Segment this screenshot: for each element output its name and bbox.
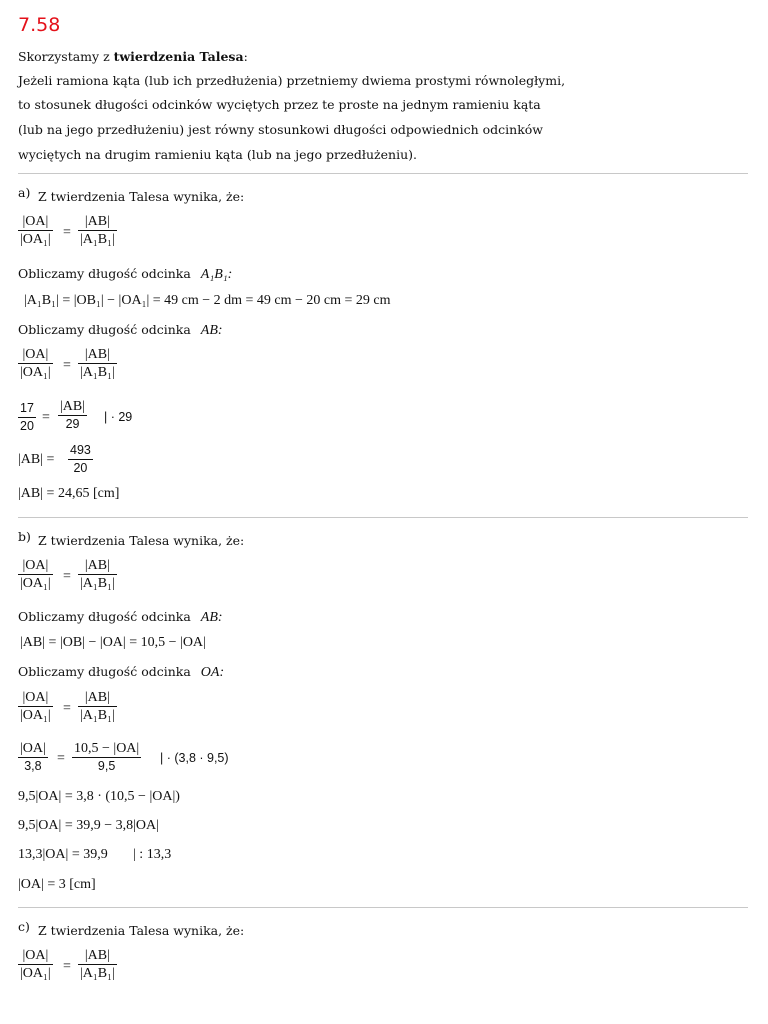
numerator: |OA|: [22, 690, 49, 705]
numerator: |OA|: [22, 558, 49, 573]
ab-lhs: |AB| =: [18, 452, 55, 467]
denominator: |A₁B₁|: [80, 232, 115, 247]
part-b-thales-intro: Z twierdzenia Talesa wynika, że:: [38, 533, 245, 548]
divider: [18, 517, 748, 518]
numerator: 493: [70, 443, 91, 457]
numerator: |OA|: [22, 214, 49, 229]
numerator: |OA|: [22, 347, 49, 362]
equals-sign: =: [63, 701, 71, 716]
fraction-10-5-minus-oa: [72, 740, 141, 775]
numerator: |AB|: [84, 214, 110, 229]
numerator: |AB|: [84, 690, 110, 705]
compute-heading: [18, 323, 223, 338]
step-line-1: 9,5|OA| = 3,8 · (10,5 − |OA|): [18, 789, 180, 804]
denominator: |OA₁|: [20, 365, 51, 380]
intro-lead-bold: twierdzenia Talesa: [113, 49, 244, 64]
denominator: |OA₁|: [20, 966, 51, 981]
compute-prefix: Obliczamy długość odcinka: [18, 664, 191, 679]
denominator: 20: [73, 461, 88, 475]
numerator: |AB|: [84, 558, 110, 573]
divider: [18, 173, 748, 174]
fraction-ab-a1b1: [78, 346, 117, 381]
fraction-oa-oa1: [18, 947, 53, 982]
part-c-label: c): [18, 919, 30, 934]
numerator: 10,5 − |OA|: [74, 741, 140, 756]
numerator: 17: [20, 401, 34, 415]
intro-lead-after: :: [243, 49, 248, 64]
compute-heading: [18, 610, 223, 625]
equals-sign: =: [63, 569, 71, 584]
intro-line-1: Jeżeli ramiona kąta (lub ich przedłużenia) przetniemy dwiema prostymi równoległymi,: [18, 73, 566, 88]
part-b-label: b): [18, 529, 31, 544]
denominator: 29: [65, 417, 80, 431]
intro-line-4: wyciętych na drugim ramieniu kąta (lub na jego przedłużeniu).: [18, 147, 417, 162]
fraction-oa-oa1: [18, 557, 53, 592]
compute-heading: [18, 665, 224, 680]
step-line-2: 9,5|OA| = 39,9 − 3,8|OA|: [18, 818, 159, 833]
numerator: |AB|: [84, 948, 110, 963]
fraction-17-20: [18, 400, 36, 435]
part-b-result: |OA| = 3 [cm]: [18, 877, 96, 892]
denominator: |OA₁|: [20, 576, 51, 591]
equals-sign: =: [42, 410, 50, 425]
operation-note: | · (3,8 · 9,5): [160, 751, 229, 765]
fraction-493-20: [68, 442, 93, 477]
step-line-3: 13,3|OA| = 39,9: [18, 847, 108, 862]
segment-name: OA:: [200, 665, 225, 680]
denominator: |OA₁|: [20, 232, 51, 247]
segment-name: A₁B₁:: [200, 267, 233, 282]
compute-prefix: Obliczamy długość odcinka: [18, 266, 191, 281]
segment-name: AB:: [200, 323, 223, 338]
denominator: 3,8: [24, 759, 42, 773]
denominator: |A₁B₁|: [80, 966, 115, 981]
intro-lead-before: Skorzystamy z: [18, 49, 114, 64]
equals-sign: =: [63, 225, 71, 240]
denominator: 9,5: [97, 759, 116, 773]
denominator: |A₁B₁|: [80, 365, 115, 380]
numerator: |OA|: [22, 948, 49, 963]
numerator: |AB|: [60, 399, 86, 414]
numerator: |OA|: [20, 741, 46, 756]
fraction-oa-oa1: [18, 346, 53, 381]
equation-a1b1: |A₁B₁| = |OB₁| − |OA₁| = 49 cm − 2 dm = 49 cm − 20 cm = 29 cm: [24, 293, 391, 308]
part-c-thales-intro: Z twierdzenia Talesa wynika, że:: [38, 923, 245, 938]
equals-sign: =: [63, 358, 71, 373]
part-a-result: |AB| = 24,65 [cm]: [18, 486, 120, 501]
intro-line-2: to stosunek długości odcinków wyciętych przez te proste na jednym ramieniu kąta: [18, 97, 541, 112]
denominator: |A₁B₁|: [80, 576, 115, 591]
page-title: 7.58: [18, 14, 61, 36]
compute-heading: [18, 267, 232, 282]
denominator: |A₁B₁|: [80, 708, 115, 723]
part-a-thales-intro: Z twierdzenia Talesa wynika, że:: [38, 189, 245, 204]
fraction-oa-3-8: [18, 740, 48, 775]
denominator: |OA₁|: [20, 708, 51, 723]
equation-ab: |AB| = |OB| − |OA| = 10,5 − |OA|: [20, 635, 206, 650]
fraction-oa-oa1: [18, 689, 53, 724]
denominator: 20: [20, 419, 34, 433]
intro-lead: [18, 50, 248, 64]
operation-note: | : 13,3: [133, 847, 172, 862]
divider: [18, 907, 748, 908]
fraction-oa-oa1: [18, 213, 53, 248]
equals-sign: =: [63, 959, 71, 974]
numerator: |AB|: [84, 347, 110, 362]
fraction-ab-a1b1: [78, 557, 117, 592]
fraction-ab-a1b1: [78, 689, 117, 724]
compute-prefix: Obliczamy długość odcinka: [18, 609, 191, 624]
operation-note: | · 29: [104, 410, 133, 424]
fraction-ab-a1b1: [78, 213, 117, 248]
intro-line-3: (lub na jego przedłużeniu) jest równy stosunkowi długości odpowiednich odcinków: [18, 122, 543, 137]
equals-sign: =: [57, 751, 65, 766]
fraction-ab-a1b1: [78, 947, 117, 982]
fraction-ab-29: [58, 398, 87, 433]
part-a-label: a): [18, 185, 31, 200]
segment-name: AB:: [200, 610, 223, 625]
compute-prefix: Obliczamy długość odcinka: [18, 322, 191, 337]
